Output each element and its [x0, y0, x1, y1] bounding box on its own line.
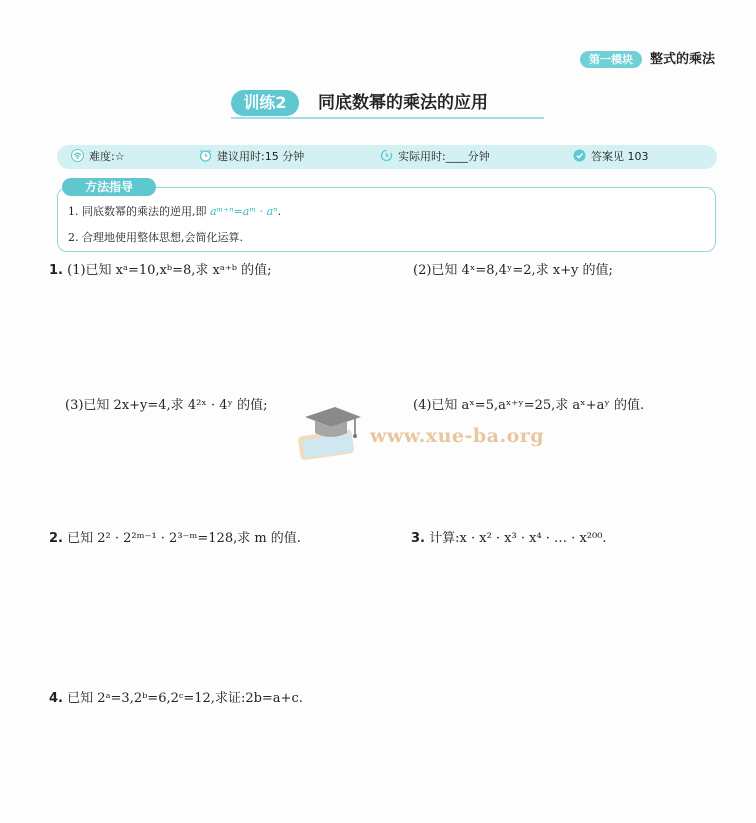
actual-time-item: [380, 145, 490, 169]
graduation-cap-icon: [295, 403, 365, 465]
info-bar: [57, 145, 717, 169]
alarm-clock-icon: [199, 147, 212, 160]
lesson-badge: 训练2: [231, 90, 299, 116]
method-line-1: [68, 203, 281, 219]
problem-1-part-3: (3)已知 2x+y=4,求 4²ˣ · 4ʸ 的值;: [65, 398, 268, 413]
problem-3-number: 3.: [411, 531, 425, 546]
problem-4-text: 已知 2ᵃ=3,2ᵇ=6,2ᶜ=12,求证:2b=a+c.: [67, 691, 303, 706]
problem-1-number: 1.: [49, 263, 63, 278]
method-line-1-end: .: [277, 205, 282, 218]
method-line-1-text: 1. 同底数幂的乘法的逆用,即: [68, 205, 210, 218]
title-underline: [231, 117, 544, 119]
module-title: 整式的乘法: [650, 52, 716, 67]
actual-time-text: 实际用时:____分钟: [398, 150, 490, 163]
suggested-time-item: [199, 145, 304, 169]
watermark-text: www.xue-ba.org: [370, 425, 545, 447]
problem-3-text: 计算:x · x² · x³ · x⁴ · … · x²⁰⁰.: [429, 531, 607, 546]
problem-4-number: 4.: [49, 691, 63, 706]
method-formula: aᵐ⁺ⁿ=aᵐ · aⁿ: [209, 205, 278, 218]
problem-1-part-1-text: (1)已知 xᵃ=10,xᵇ=8,求 xᵃ⁺ᵇ 的值;: [67, 263, 272, 278]
check-circle-icon: [573, 147, 586, 160]
page-title: 同底数幂的乘法的应用: [318, 93, 488, 113]
module-tag: 第一模块: [580, 51, 642, 68]
answer-text: 答案见 103: [591, 150, 649, 163]
problem-2-text: 已知 2² · 2²ᵐ⁻¹ · 2³⁻ᵐ=128,求 m 的值.: [67, 531, 301, 546]
problem-1-part-1: [49, 262, 271, 280]
problem-1-part-4: (4)已知 aˣ=5,aˣ⁺ʸ=25,求 aˣ+aʸ 的值.: [413, 398, 645, 413]
difficulty-text: 难度:☆: [89, 150, 125, 163]
problem-1-part-2: (2)已知 4ˣ=8,4ʸ=2,求 x+y 的值;: [413, 263, 613, 278]
signal-icon: [71, 147, 84, 160]
problem-3: [411, 530, 607, 548]
problem-4: [49, 690, 303, 708]
refresh-clock-icon: [380, 147, 393, 160]
answer-item: [573, 145, 649, 169]
problem-2-number: 2.: [49, 531, 63, 546]
suggested-time-text: 建议用时:15 分钟: [217, 150, 305, 163]
difficulty-item: [71, 145, 125, 169]
problem-2: [49, 530, 301, 548]
method-label: 方法指导: [62, 178, 156, 196]
method-line-2: 2. 合理地使用整体思想,会简化运算.: [68, 231, 243, 244]
